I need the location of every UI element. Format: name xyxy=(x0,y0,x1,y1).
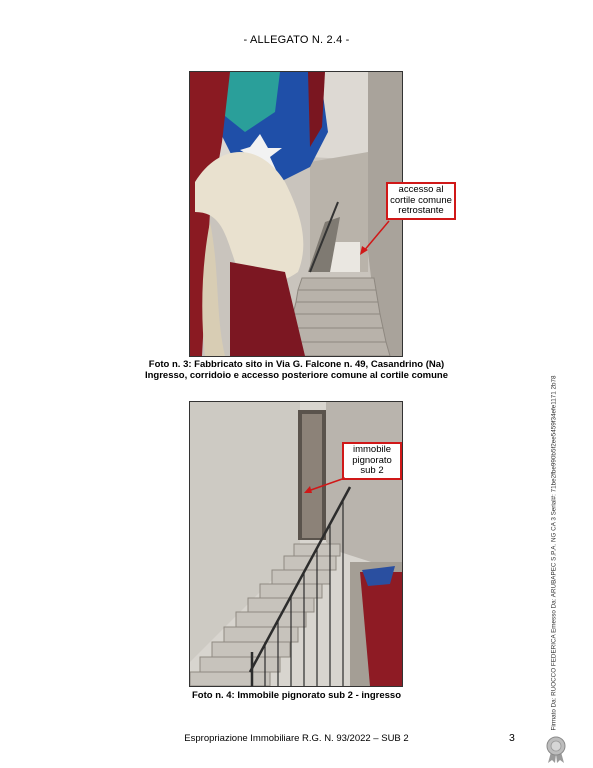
footer-text: Espropriazione Immobiliare R.G. N. 93/2022 – SUB 2 xyxy=(184,733,409,744)
callout-line-3: retrostante xyxy=(398,205,444,216)
seal-icon xyxy=(545,736,567,764)
signature-line: Firmato Da: RUOCCO FEDERICA Emesso Da: ARUBAPEC S.P.A. NG CA 3 Serial#: 71be2fbe990b5f2ee5459f34efe1171 2b78 xyxy=(550,374,558,731)
callout-line-2: pignorato xyxy=(352,454,392,466)
callout-line-1: accesso al xyxy=(398,184,444,195)
callout-arrow-1 xyxy=(355,218,395,258)
callout-immobile-pignorato xyxy=(342,442,402,480)
photo-4-caption xyxy=(0,690,593,701)
callout-accesso-cortile xyxy=(386,182,456,220)
photo-3 xyxy=(189,71,403,357)
callout-line-2: cortile comune xyxy=(390,194,452,206)
caption-line-2: Ingresso, corridoio e accesso posteriore comune al cortile comune xyxy=(144,370,449,381)
photo-3-caption xyxy=(0,359,593,381)
digital-signature-text xyxy=(546,374,562,731)
callout-line-1: immobile xyxy=(352,444,391,455)
callout-line-3: sub 2 xyxy=(360,465,384,476)
page-number: 3 xyxy=(509,732,515,744)
page-header: - ALLEGATO N. 2.4 - xyxy=(243,34,350,46)
caption-line-1: Foto n. 3: Fabbricato sito in Via G. Falcone n. 49, Casandrino (Na) xyxy=(148,359,445,370)
photo-3-image xyxy=(190,72,402,356)
callout-arrow-2 xyxy=(300,476,350,496)
caption-line-1: Foto n. 4: Immobile pignorato sub 2 - ingresso xyxy=(191,690,401,701)
